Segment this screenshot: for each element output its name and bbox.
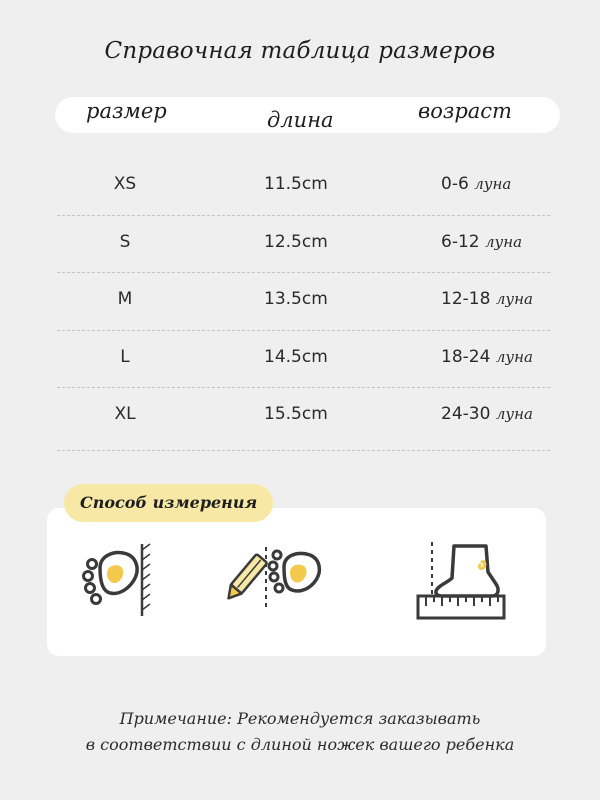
table-row (57, 216, 550, 274)
header-age: возраст (418, 99, 512, 123)
header-size: размер (86, 99, 167, 123)
age-cell (441, 174, 511, 194)
note-line-1: Примечание: Рекомендуется заказывать (119, 709, 481, 728)
table-row (57, 331, 550, 389)
note-line-2: в соответствии с длиной ножек вашего ребенка (85, 735, 515, 754)
length-cell: 13.5cm (264, 289, 328, 309)
length-cell: 14.5cm (264, 346, 328, 367)
page-title: Справочная таблица размеров (104, 38, 496, 64)
size-cell: XS (113, 174, 137, 194)
size-cell: XL (114, 404, 136, 424)
foot-against-wall-icon (70, 540, 160, 620)
size-cell: L (120, 346, 130, 367)
foot-on-ruler-icon (412, 538, 512, 623)
age-unit: луна (485, 232, 523, 251)
age-cell (441, 289, 533, 309)
age-unit: луна (495, 290, 533, 308)
note-text (0, 706, 600, 758)
age-cell (441, 347, 533, 367)
age-range: 18-24 (441, 346, 491, 367)
size-cell: S (119, 231, 131, 252)
age-range: 6-12 (441, 231, 480, 252)
header-length: длина (267, 108, 334, 132)
age-range: 24-30 (441, 404, 491, 424)
pencil-trace-foot-icon (222, 545, 332, 615)
table-row (57, 158, 550, 216)
size-table-body (57, 158, 550, 451)
length-cell: 15.5cm (264, 404, 328, 424)
age-unit: луна (474, 175, 512, 193)
age-cell (441, 232, 522, 252)
length-cell: 12.5cm (264, 231, 328, 252)
age-unit: луна (495, 347, 533, 366)
age-unit: луна (495, 405, 533, 423)
size-cell: M (117, 289, 133, 309)
age-range: 12-18 (441, 289, 491, 309)
age-cell (441, 404, 533, 424)
length-cell: 11.5cm (264, 174, 328, 194)
table-row (57, 273, 550, 331)
age-range: 0-6 (441, 174, 469, 194)
method-label: Способ измерения (64, 484, 273, 522)
table-row (57, 388, 550, 451)
